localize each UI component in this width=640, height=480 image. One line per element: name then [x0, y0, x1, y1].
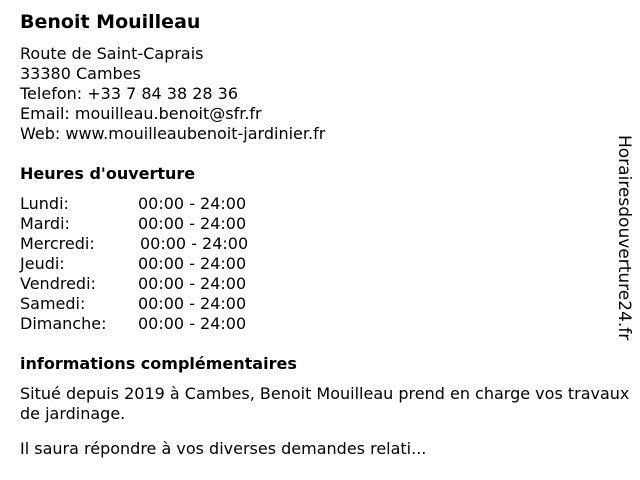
hours-row-friday — [20, 274, 280, 294]
day-label: Vendredi: — [20, 274, 96, 293]
description-continuation: Il saura répondre à vos diverses demandes relati... — [20, 439, 427, 458]
site-watermark — [612, 135, 636, 345]
time-range: 00:00 - 24:00 — [138, 194, 247, 213]
hours-row-tuesday — [20, 214, 280, 234]
hours-row-sunday — [20, 314, 280, 334]
opening-hours-table — [20, 194, 280, 334]
hours-row-saturday — [20, 294, 280, 314]
hours-row-thursday — [20, 254, 280, 274]
day-label: Mardi: — [20, 214, 70, 233]
hours-row-monday — [20, 194, 280, 214]
contact-block — [20, 44, 325, 144]
watermark-text: Horairesdouverture24.fr — [614, 135, 634, 341]
time-range: 00:00 - 24:00 — [140, 234, 249, 253]
day-label: Lundi: — [20, 194, 69, 213]
business-name: Benoit Mouilleau — [20, 11, 201, 33]
time-range: 00:00 - 24:00 — [138, 214, 247, 233]
day-label: Jeudi: — [20, 254, 65, 273]
hours-row-wednesday — [20, 234, 280, 254]
time-range: 00:00 - 24:00 — [138, 294, 247, 313]
time-range: 00:00 - 24:00 — [138, 274, 247, 293]
email-address: Email: mouilleau.benoit@sfr.fr — [20, 104, 262, 123]
phone-number: Telefon: +33 7 84 38 28 36 — [20, 84, 239, 103]
website-url: Web: www.mouilleaubenoit-jardinier.fr — [20, 124, 326, 143]
time-range: 00:00 - 24:00 — [138, 314, 247, 333]
day-label: Samedi: — [20, 294, 86, 313]
day-label: Mercredi: — [20, 234, 95, 253]
additional-info-title: informations complémentaires — [20, 354, 297, 373]
time-range: 00:00 - 24:00 — [138, 254, 247, 273]
street-address: Route de Saint-Caprais — [20, 44, 204, 63]
day-label: Dimanche: — [20, 314, 107, 333]
business-description: Situé depuis 2019 à Cambes, Benoit Mouilleau prend en charge vos travaux de jardinage. — [20, 384, 630, 423]
city-postcode: 33380 Cambes — [20, 64, 141, 83]
opening-hours-title: Heures d'ouverture — [20, 164, 196, 183]
